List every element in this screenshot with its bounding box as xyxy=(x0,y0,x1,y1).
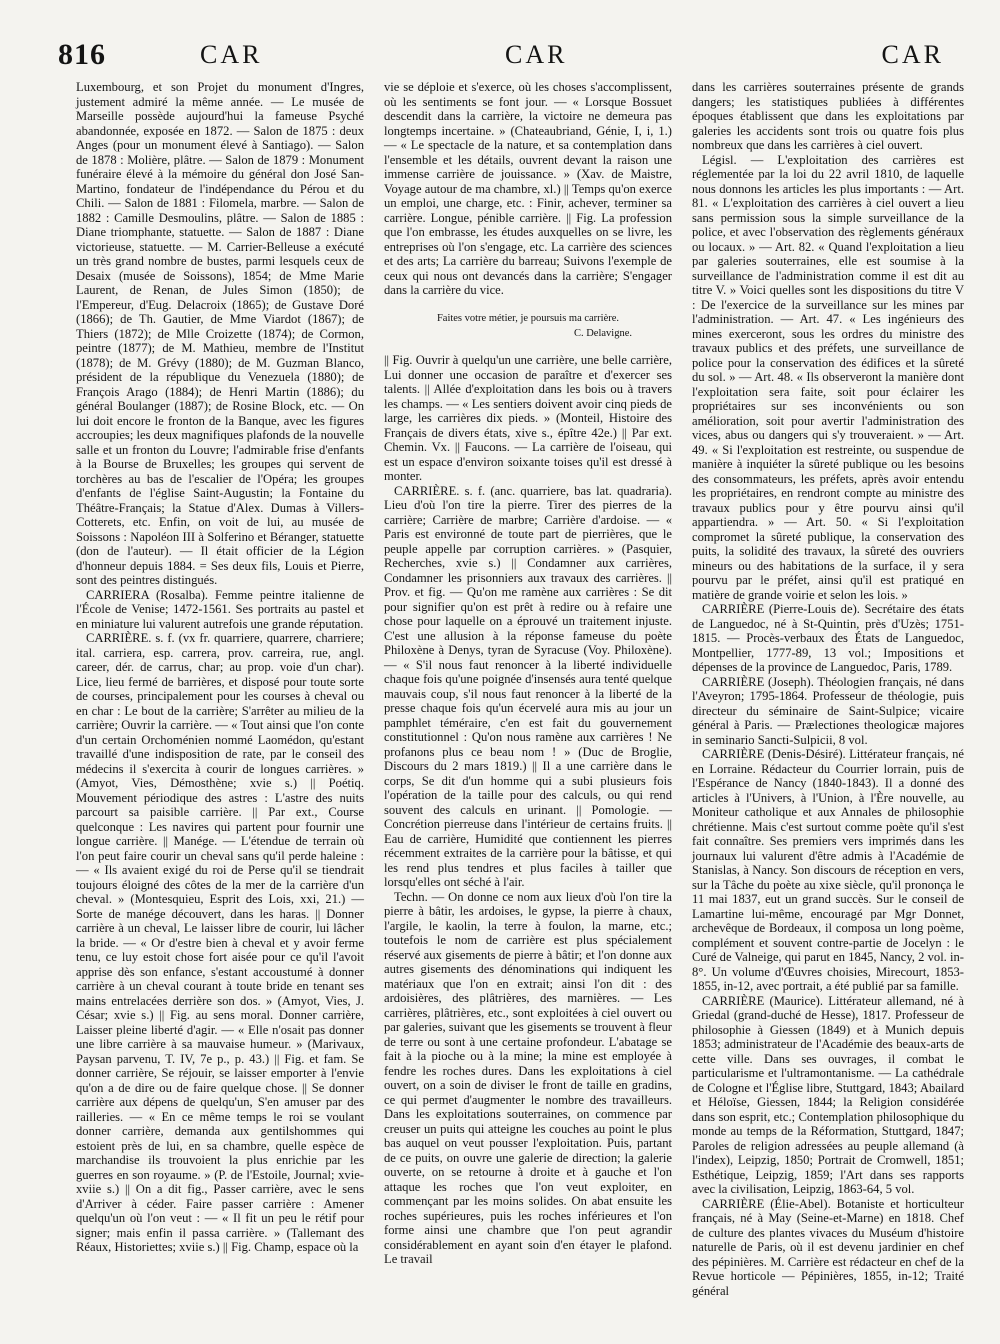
column-center xyxy=(384,80,672,1267)
running-head-right: CAR xyxy=(881,40,944,69)
entry-carriere-pierre-louis: CARRIÈRE (Pierre-Louis de). Secrétaire des états de Languedoc, né à St-Quintin, près d'Uzès; 1751-1815. — Procès-verbaux des États de Languedoc, Montpellier, 1777-89, 13 vol.; Impositions et dépenses de la province de Languedoc, Paris, 1789. xyxy=(692,602,964,674)
entry-carriera: CARRIERA (Rosalba). Femme peintre italienne de l'École de Venise; 1472-1561. Ses portraits au pastel et en miniature lui valurent autrefois une grande réputation. xyxy=(76,587,364,631)
column-left xyxy=(76,80,364,1255)
page-header xyxy=(58,38,960,74)
entry-carriere-denis-desire: CARRIÈRE (Denis-Désiré). Littérateur français, né en Lorraine. Rédacteur du Courrier lorrain, puis de l'Espérance de Nancy (1840-1843). Il a donné des articles à l'Univers, à l'Union, à l'Ère nouvelle, au Moniteur catholique et aux Annales de philosophie chrétienne. Mais c'est surtout comme poète qu'il s'est fait connaître. Ses premiers vers imprimés dans les journaux lui valurent d'être admis à l'Académie de Stanislas, à Nancy. Son discours de réception en vers, sur la Tâche du poète au xixe siècle, qu'il prononça le 11 mai 1837, eut un grand succès. Sur le conseil de Lamartine lui-même, encouragé par Mgr Donnet, archevêque de Bordeaux, il composa un long poème, complément et souvent contre-partie de Jocelyn : le Curé de Valneige, qui parut en 1845, Nancy, 2 vol. in-8°. Un volume d'Œuvres choisies, Mirecourt, 1853-1855, in-12, avec portrait, a été publié par sa famille. xyxy=(692,747,964,993)
entry-carriere-elie-abel: CARRIÈRE (Élie-Abel). Botaniste et horticulteur français, né à May (Seine-et-Marne) en 1818. Chef de culture des plantes vivaces du Muséum d'histoire naturelle de Paris, où il est devenu jardinier en chef des pépinières. M. Carrière est rédacteur en chef de la Revue horticole — Pépinières, 1855, in-12; Traité général xyxy=(692,1196,964,1298)
paragraph: vie se déploie et s'exerce, où les choses s'accomplissent, où les sentiments se font jour. — « Lorsque Bossuet descendit dans la carrière, la victoire ne demeura pas longtemps incertaine. » (Chateaubriand, Génie, I, i, 1.) — « Le spectacle de la nature, et sa contemplation dans l'ensemble et les détails, ouvrent devant la raison une immense carrière de jouissance. » (Xav. de Maistre, Voyage autour de ma chambre, xl.) || Temps qu'on exerce un emploi, une charge, etc. : Finir, achever, terminer sa carrière. Longue, pénible carrière. || Fig. La profession que l'on embrasse, les études auxquelles on se livre, les entreprises où l'on s'engage, etc. La carrière des sciences et des arts; La carrière du barreau; Suivons l'exemple de ceux qui nous ont devancés dans la carrière; S'engager dans la carrière du vice. xyxy=(384,80,672,297)
paragraph-legisl: Législ. — L'exploitation des carrières est réglementée par la loi du 22 avril 1810, de laquelle nous donnons les articles les plus importants : — Art. 81. « L'exploitation des carrières à ciel ouvert a lieu sans permission sous la simple surveillance de la police, et avec l'observation des règlements généraux ou locaux. » — Art. 82. « Quand l'exploitation a lieu par galeries souterraines, elle est soumise à la surveillance de l'administration comme il est dit au titre V. » Voici quelles sont les dispositions du titre V : De l'exercice de la surveillance sur les mines par l'administration. — Art. 47. « Les ingénieurs des mines exerceront, sous les ordres du ministre des travaux publics et des préfets, une surveillance de police pour la conservation des édifices et la sûreté du sol. » — Art. 48. « Ils observeront la manière dont l'exploitation sera faite, soit pour éclairer les propriétaires sur ses inconvénients ou son amélioration, soit pour avertir l'administration des vices, abus ou dangers qui s'y trouveraient. » — Art. 49. « Si l'exploitation est restreinte, ou suspendue de manière à inquiéter la sûreté publique ou les besoins des consommateurs, les préfets, après avoir entendu les propriétaires, en rendront compte au ministre des travaux publics pour y être pourvu ainsi qu'il appartiendra. » — Art. 50. « Si l'exploitation compromet la sûreté publique, la conservation des puits, la solidité des travaux, la sûreté des ouvriers mineurs ou des habitations de la surface, il y sera pourvu par le préfet, ainsi qu'il est pratiqué en matière de grande voirie et selon les lois. » xyxy=(692,152,964,602)
page-number: 816 xyxy=(58,38,106,71)
entry-carriere-quarry: CARRIÈRE. s. f. (anc. quarriere, bas lat. quadraria). Lieu d'où l'on tire la pierre. Tirer des pierres de la carrière; Carrière de marbre; Carrière d'ardoise. — « Paris est environné de toute part de pierrières, que le peuple appelle par corruption carrières. » (Pasquier, Recherches, xvie s.) || Condamner aux carrières, Condamner les prisonniers aux travaux des carrières. || Prov. et fig. — Qu'on me ramène aux carrières : Se dit pour signifier qu'on est prêt à redire ou à refaire une chose pour laquelle on a éprouvé un traitement injuste. C'est une allusion à la réponse fameuse du poète Philoxène à Denys, tyran de Syracuse (Voy. Philoxène). — « S'il nous faut renoncer à la liberté individuelle chaque fois qu'une poignée d'insensés aura tenté quelque mauvais coup, s'il nous faut renoncer à la liberté de la presse chaque fois qu'un écervelé aura mis au jour un pamphlet téméraire, c'en est fait du gouvernement constitutionnel : Qu'on nous ramène aux carrières ! Ne profanons plus ce beau nom ! » (Duc de Broglie, Discours du 2 mars 1819.) || Il a une carrière dans le corps, Se dit d'un homme qui a subi plusieurs fois l'opération de la taille pour des calculs, ou qui rend souvent des calculs en urinant. || Pomologie. — Concrétion pierreuse dans l'intérieur de certains fruits. || Eau de carrière, Humidité que contiennent les pierres récemment extraites de la carrière pour la bâtisse, et qui les rend plus tendres et plus faciles à tailler que lorsqu'elles ont séché à l'air. xyxy=(384,483,672,889)
column-right xyxy=(692,80,964,1298)
entry-carriere-course: CARRIÈRE. s. f. (vx fr. quarriere, quarrere, charriere; ital. carriera, esp. carrera, prov. carreira, rue, angl. career, dér. de carrus, char; au prop. voie d'un char). Lice, lieu fermé de barrières, et disposé pour toute sorte de courses, principalement pour les courses à cheval ou en char : Le bout de la carrière; S'arrêter au milieu de la carrière; Ouvrir la carrière. — « Tout ainsi que l'on conte d'un certain Orchoménien nommé Laomédon, qu'estant travaillé d'une indisposition de rate, par le conseil des médecins il s'exercita à courir de longues carrières. » (Amyot, Vies, Démosthène; xvie s.) || Poétiq. Mouvement périodique des astres : L'astre des nuits parcourt sa paisible carrière. || Par ext., Course quelconque : Les navires qui partent pour fournir une longue carrière. || Manége. — L'étendue de terrain où l'on peut faire courir un cheval sans qu'il perde haleine : — « Ils avaient exigé du roi de Perse qu'il se tiendrait toujours éloigné des côtes de la mer de la carrière d'un cheval. » (Montesquieu, Esprit des Lois, xxi, 21.) — Sorte de manége découvert, dans les haras. || Donner carrière à un cheval, Le laisser libre de courir, lui lâcher la bride. — « Or d'estre bien à cheval et y avoir ferme tenu, ce luy estoit chose fort aisée pour ce qu'il l'avoit apprise dès son enfance, s'estant accoustumé à donner carrière à un cheval courant à toute bride en tenant ses mains entrelacées derrière son dos. » (Amyot, Vies, J. César; xvie s.) || Fig. au sens moral. Donner carrière, Laisser pleine liberté d'agir. — « Elle n'osait pas donner une libre carrière à sa mauvaise humeur. » (Marivaux, Paysan parvenu, T. IV, 7e p., p. 43.) || Fig. et fam. Se donner carrière, Se réjouir, se laisser emporter à l'envie qu'on a de dire ou de faire quelque chose. || Se donner carrière aux dépens de quelqu'un, S'en amuser par des railleries. — « En ce même temps le roi se voulant donner carrière, demanda aux gentilshommes qui estoient près de lui, en sa chambre, quelle espèce de marchandise ils trouvoient la plus enrichie par les guerres en son royaume. » (P. de l'Estoile, Journal; xvie-xviie s.) || On a dit fig., Passer carrière, avec le sens d'Arriver à céder. Faire passer carrière : Amener quelqu'un où l'on veut : — « Il fit un peu le rétif pour signer; mais enfin il passa carrière. » (Tallemant des Réaux, Historiettes; xviie s.) || Fig. Champ, espace où la xyxy=(76,631,364,1254)
paragraph: dans les carrières souterraines présente de grands dangers; les statistiques publiées à différentes époques établissent que dans les exploitations par galeries les accidents sont trois ou quatre fois plus nombreux que dans les carrières à ciel ouvert. xyxy=(692,80,964,152)
entry-carriere-joseph: CARRIÈRE (Joseph). Théologien français, né dans l'Aveyron; 1795-1864. Professeur de théologie, puis directeur du séminaire de Saint-Sulpice; vicaire général à Paris. — Prælectiones theologicæ majores in seminario Sancti-Sulpicii, 8 vol. xyxy=(692,674,964,747)
paragraph: || Fig. Ouvrir à quelqu'un une carrière, une belle carrière, Lui donner une occasion de paraître et d'exercer ses talents. || Allée d'exploitation dans les bois ou à travers les champs. — « Les sentiers doivent avoir cinq pieds de large, les carrières dix pieds. » (Monteil, Histoire des Français de divers états, xive s., épître 42e.) || Par ext. Chemin. Vx. || Faucons. — La carrière de l'oiseau, qui est un espace d'environ soixante toises qu'il est dressé à monter. xyxy=(384,353,672,483)
verse-quote: Faites votre métier, je poursuis ma carrière. xyxy=(436,312,620,324)
paragraph: Luxembourg, et son Projet du monument d'Ingres, justement admiré la même année. — Le musée de Marseille possède aujourd'hui la fameuse Psyché abandonnée, exposée en 1872. — Salon de 1875 : deux Anges (pour un monument élevé à Santiago). — Salon de 1878 : Molière, plâtre. — Salon de 1879 : Monument funéraire élevé à la mémoire du général don José San-Martino, fondateur de l'indépendance du Pérou et du Chili. — Salon de 1881 : Filomela, marbre. — Salon de 1882 : Camille Desmoulins, plâtre. — Salon de 1885 : Diane triomphante, statuette. — Salon de 1887 : Diane victorieuse, statuette. — M. Carrier-Belleuse a exécuté un très grand nombre de bustes, parmi lesquels ceux de Desaix (musée de Soissons), 1854; de Mme Marie Laurent, de Renan, de Jules Simon (1850); de l'Empereur, d'Eug. Delacroix (1865); de Gustave Doré (1866); de Th. Gautier, de Mme Viardot (1867); de Thiers (1872); de Mlle Croizette (1874); de Cormon, peintre (1877); de M. Mathieu, membre de l'Institut (1878); de M. Grévy (1880); de M. Guzman Blanco, président de la république du Venezuela (1880); de François Arago (1884); de Henri Martin (1886); du général Boulanger (1887); de Rosine Block, etc. — On lui doit encore le fronton de la Banque, avec les figures accroupies; les deux magnifiques plafonds de la nouvelle salle et un fronton du Louvre; l'admirable frise d'enfants à la Bourse de Bruxelles; les groupes qui servent de torchères au bas de l'escalier de l'Opéra; les groupes d'enfants de l'église Saint-Augustin; la Fontaine du Théâtre-Français; la Statue d'Alex. Dumas à Villers-Cotterets, etc. Enfin, on voit de lui, au musée de Soissons : Napoléon III à Solferino et Béranger, statuette (don de l'auteur). — Il était officier de la Légion d'honneur depuis 1884. = Ses deux fils, Louis et Pierre, sont des peintres distingués. xyxy=(76,80,364,587)
quote-author: C. Delavigne. xyxy=(573,327,632,339)
running-head-center: CAR xyxy=(505,40,568,69)
paragraph-techn: Techn. — On donne ce nom aux lieux d'où l'on tire la pierre à bâtir, les ardoises, le gypse, la pierre à chaux, l'argile, le kaolin, la terre à foulon, la marne, etc.; toutefois le nom de carrière est plus spécialement réservé aux gisements de pierre à bâtir; et l'on donne aux autres gisements des dénominations qui indiquent les matériaux que l'on en extrait; ainsi l'on dit : des ardoisières, des plâtrières, des marnières. — Les carrières, plâtrières, etc., sont exploitées à ciel ouvert ou par galeries, suivant que les gisements se trouvent à fleur de terre ou sont à une certaine profondeur. L'abatage se fait à la pioche ou à la mine; la mine est employée à fendre les roches dures. Dans les exploitations à ciel ouvert, on a soin de diviser le front de taille en gradins, ce qui permet d'augmenter le nombre des travailleurs. Dans les exploitations souterraines, on commence par creuser un puits qui atteigne les couches au point le plus bas auquel on veut pousser l'exploitation. Puis, partant de ce puits, on ouvre une galerie de direction; la galerie ouverte, on se retourne à droite et à gauche et l'on attaque les roches que l'on veut exploiter, en commençant par les moins solides. On abat ensuite les roches supérieures, puis les roches inférieures et l'on forme ainsi une chambre que l'on peut agrandir considérablement en ayant soin d'en étayer le plafond. Le travail xyxy=(384,889,672,1266)
entry-carriere-maurice: CARRIÈRE (Maurice). Littérateur allemand, né à Griedal (grand-duché de Hesse), 1817. Professeur de philosophie à Giessen (1849) et à Munich depuis 1853; administrateur de l'Académie des beaux-arts de cette ville. Dans ses ouvrages, il combat le particularisme et l'ultramontanisme. — La cathédrale de Cologne et l'Église libre, Stuttgard, 1843; Abailard et Héloïse, Giessen, 1844; la Religion considérée dans son esprit, etc.; Contemplation philosophique du monde au temps de la Réformation, Stuttgard, 1847; Paroles de religion adressées au peuple allemand (à l'index), Leipzig, 1850; Portrait de Cromwell, 1851; Esthétique, Leipzig, 1859; l'Art dans ses rapports avec la civilisation, Leipzig, 1863-64, 5 vol. xyxy=(692,993,964,1196)
running-head-left: CAR xyxy=(200,40,263,69)
